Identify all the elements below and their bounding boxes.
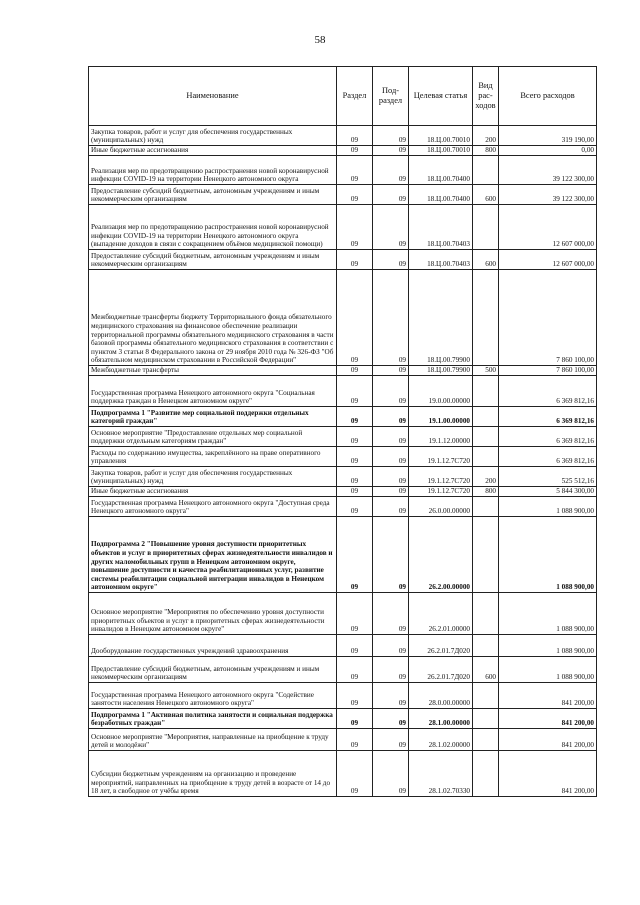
row-section: 09 xyxy=(337,751,373,797)
row-total: 12 607 000,00 xyxy=(499,205,597,250)
row-subsection: 09 xyxy=(373,467,409,487)
table-header-row xyxy=(89,67,597,126)
table-row xyxy=(89,270,597,366)
table-row xyxy=(89,467,597,487)
row-total: 319 190,00 xyxy=(499,126,597,146)
row-section: 09 xyxy=(337,635,373,657)
table-row xyxy=(89,497,597,517)
row-target: 18.Ц.00.70403 xyxy=(409,250,473,270)
table-row xyxy=(89,517,597,593)
table-row xyxy=(89,709,597,729)
row-subsection: 09 xyxy=(373,250,409,270)
row-name: Предоставление субсидий бюджетным, автономным учреждениям и иным некоммерческим организациям xyxy=(89,185,337,205)
row-section: 09 xyxy=(337,517,373,593)
row-target: 28.0.00.00000 xyxy=(409,683,473,709)
row-target: 19.1.12.7С720 xyxy=(409,487,473,497)
table-row xyxy=(89,635,597,657)
row-target: 19.0.00.00000 xyxy=(409,376,473,407)
row-expense-type: 600 xyxy=(473,250,499,270)
row-name: Межбюджетные трансферты xyxy=(89,366,337,376)
row-name: Предоставление субсидий бюджетным, автономным учреждениям и иным некоммерческим организациям xyxy=(89,250,337,270)
table-row xyxy=(89,156,597,185)
row-total: 841 200,00 xyxy=(499,729,597,751)
row-total: 5 844 300,00 xyxy=(499,487,597,497)
table-row xyxy=(89,751,597,797)
row-name: Иные бюджетные ассигнования xyxy=(89,487,337,497)
row-expense-type xyxy=(473,593,499,635)
row-name: Подпрограмма 1 "Активная политика занятости и социальная поддержка безработных граждан" xyxy=(89,709,337,729)
row-expense-type xyxy=(473,683,499,709)
row-target: 28.1.02.00000 xyxy=(409,729,473,751)
row-expense-type xyxy=(473,376,499,407)
header-total: Всего расходов xyxy=(499,67,597,126)
row-name: Предоставление субсидий бюджетным, автономным учреждениям и иным некоммерческим организациям xyxy=(89,657,337,683)
row-expense-type: 200 xyxy=(473,126,499,146)
row-name: Основное мероприятие "Мероприятия по обеспечению уровня доступности приоритетных объектов и услуг в приоритетных сферах жизнедеятельности инвалидов в Ненецком автономном округе" xyxy=(89,593,337,635)
row-target: 26.2.00.00000 xyxy=(409,517,473,593)
row-subsection: 09 xyxy=(373,427,409,447)
row-target: 28.1.02.70330 xyxy=(409,751,473,797)
row-target: 26.2.01.00000 xyxy=(409,593,473,635)
row-section: 09 xyxy=(337,146,373,156)
row-subsection: 09 xyxy=(373,487,409,497)
row-target: 19.1.12.7С720 xyxy=(409,467,473,487)
table-row xyxy=(89,447,597,467)
row-section: 09 xyxy=(337,366,373,376)
row-subsection: 09 xyxy=(373,751,409,797)
row-name: Государственная программа Ненецкого автономного округа "Содействие занятости населения Ненецкого автономного округа" xyxy=(89,683,337,709)
row-section: 09 xyxy=(337,250,373,270)
table-row xyxy=(89,427,597,447)
header-target: Целевая статья xyxy=(409,67,473,126)
row-subsection: 09 xyxy=(373,517,409,593)
row-total: 1 088 900,00 xyxy=(499,657,597,683)
header-name: Наименование xyxy=(89,67,337,126)
row-section: 09 xyxy=(337,593,373,635)
table-row xyxy=(89,729,597,751)
row-subsection: 09 xyxy=(373,366,409,376)
row-target: 18.Ц.00.70400 xyxy=(409,156,473,185)
row-total: 39 122 300,00 xyxy=(499,185,597,205)
row-subsection: 09 xyxy=(373,126,409,146)
row-name: Иные бюджетные ассигнования xyxy=(89,146,337,156)
row-section: 09 xyxy=(337,447,373,467)
row-target: 18.Ц.00.70400 xyxy=(409,185,473,205)
row-subsection: 09 xyxy=(373,709,409,729)
row-section: 09 xyxy=(337,487,373,497)
row-section: 09 xyxy=(337,407,373,427)
row-subsection: 09 xyxy=(373,635,409,657)
row-total: 6 369 812,16 xyxy=(499,376,597,407)
row-expense-type: 200 xyxy=(473,467,499,487)
budget-table xyxy=(88,66,597,797)
row-target: 18.Ц.00.79900 xyxy=(409,366,473,376)
row-target: 18.Ц.00.70010 xyxy=(409,146,473,156)
row-name: Дооборудование государственных учреждений здравоохранения xyxy=(89,635,337,657)
header-section: Раздел xyxy=(337,67,373,126)
row-expense-type xyxy=(473,407,499,427)
header-subsection: Под-раздел xyxy=(373,67,409,126)
row-subsection: 09 xyxy=(373,156,409,185)
row-expense-type xyxy=(473,427,499,447)
row-target: 28.1.00.00000 xyxy=(409,709,473,729)
row-target: 18.Ц.00.79900 xyxy=(409,270,473,366)
row-total: 841 200,00 xyxy=(499,683,597,709)
row-section: 09 xyxy=(337,376,373,407)
row-expense-type xyxy=(473,635,499,657)
row-subsection: 09 xyxy=(373,407,409,427)
row-expense-type xyxy=(473,497,499,517)
row-subsection: 09 xyxy=(373,593,409,635)
row-target: 19.1.00.00000 xyxy=(409,407,473,427)
row-section: 09 xyxy=(337,497,373,517)
row-expense-type xyxy=(473,270,499,366)
table-row xyxy=(89,126,597,146)
row-expense-type: 500 xyxy=(473,366,499,376)
row-section: 09 xyxy=(337,709,373,729)
row-name: Закупка товаров, работ и услуг для обеспечения государственных (муниципальных) нужд xyxy=(89,126,337,146)
table-row xyxy=(89,487,597,497)
table-row xyxy=(89,146,597,156)
row-section: 09 xyxy=(337,683,373,709)
row-expense-type: 800 xyxy=(473,487,499,497)
row-total: 1 088 900,00 xyxy=(499,593,597,635)
row-expense-type: 800 xyxy=(473,146,499,156)
page-number: 58 xyxy=(314,34,326,46)
table-row xyxy=(89,683,597,709)
row-subsection: 09 xyxy=(373,146,409,156)
row-subsection: 09 xyxy=(373,205,409,250)
row-name: Расходы по содержанию имущества, закреплённого на праве оперативного управления xyxy=(89,447,337,467)
row-total: 1 088 900,00 xyxy=(499,517,597,593)
row-total: 1 088 900,00 xyxy=(499,635,597,657)
row-name: Подпрограмма 1 "Развитие мер социальной поддержки отдельных категорий граждан" xyxy=(89,407,337,427)
row-expense-type xyxy=(473,751,499,797)
row-name: Государственная программа Ненецкого автономного округа "Социальная поддержка граждан в Ненецком автономном округе" xyxy=(89,376,337,407)
row-total: 525 512,16 xyxy=(499,467,597,487)
row-target: 18.Ц.00.70010 xyxy=(409,126,473,146)
row-total: 1 088 900,00 xyxy=(499,497,597,517)
row-name: Государственная программа Ненецкого автономного округа "Доступная среда Ненецкого автономного округа" xyxy=(89,497,337,517)
table-row xyxy=(89,657,597,683)
table-row xyxy=(89,366,597,376)
row-target: 26.0.00.00000 xyxy=(409,497,473,517)
row-name: Основное мероприятие "Мероприятия, направленные на приобщение к труду детей и молодёжи" xyxy=(89,729,337,751)
row-expense-type xyxy=(473,156,499,185)
table-row xyxy=(89,376,597,407)
row-total: 7 860 100,00 xyxy=(499,366,597,376)
row-total: 12 607 000,00 xyxy=(499,250,597,270)
row-subsection: 09 xyxy=(373,497,409,517)
row-name: Основное мероприятие "Предоставление отдельных мер социальной поддержки отдельным категориям граждан" xyxy=(89,427,337,447)
row-expense-type xyxy=(473,709,499,729)
row-total: 6 369 812,16 xyxy=(499,407,597,427)
row-total: 6 369 812,16 xyxy=(499,447,597,467)
row-expense-type: 600 xyxy=(473,657,499,683)
row-name: Межбюджетные трансферты бюджету Территориального фонда обязательного медицинского страхования на финансовое обеспечение реализации территориальной программы обязательного медицинского страхования в части базовой программы обязательного медицинского страхования в соответствии с пунктом 3 статьи 8 Федерального закона от 29 ноября 2010 года № 326-ФЗ "Об обязательном медицинском страховании в Российской Федерации" xyxy=(89,270,337,366)
row-subsection: 09 xyxy=(373,376,409,407)
table-row xyxy=(89,185,597,205)
row-target: 19.1.12.00000 xyxy=(409,427,473,447)
row-expense-type xyxy=(473,729,499,751)
row-name: Реализация мер по предотвращению распространения новой коронавирусной инфекции COVID-19 на территории Ненецкого автономного округа xyxy=(89,156,337,185)
row-name: Реализация мер по предотвращению распространения новой коронавирусной инфекции COVID-19 на территории Ненецкого автономного округа (выпадение доходов в связи с сокращением объёмов медицинской помощи) xyxy=(89,205,337,250)
row-subsection: 09 xyxy=(373,447,409,467)
row-name: Подпрограмма 2 "Повышение уровня доступности приоритетных объектов и услуг в приоритетных сферах жизнедеятельности инвалидов и других маломобильных групп в Ненецком автономном округе, повышение доступности и качества реабилитационных услуг, развитие системы реабилитации социальной интеграции инвалидов в Ненецком автономном округе" xyxy=(89,517,337,593)
row-subsection: 09 xyxy=(373,683,409,709)
row-section: 09 xyxy=(337,185,373,205)
row-subsection: 09 xyxy=(373,657,409,683)
row-total: 0,00 xyxy=(499,146,597,156)
row-name: Закупка товаров, работ и услуг для обеспечения государственных (муниципальных) нужд xyxy=(89,467,337,487)
row-target: 26.2.01.7Д020 xyxy=(409,657,473,683)
table-row xyxy=(89,205,597,250)
row-subsection: 09 xyxy=(373,729,409,751)
row-section: 09 xyxy=(337,427,373,447)
row-name: Субсидии бюджетным учреждениям на организацию и проведение мероприятий, направленных на приобщение к труду детей в возрасте от 14 до 18 лет, в свободное от учёбы время xyxy=(89,751,337,797)
row-subsection: 09 xyxy=(373,270,409,366)
row-target: 18.Ц.00.70403 xyxy=(409,205,473,250)
row-target: 26.2.01.7Д020 xyxy=(409,635,473,657)
row-total: 39 122 300,00 xyxy=(499,156,597,185)
row-total: 6 369 812,16 xyxy=(499,427,597,447)
row-target: 19.1.12.7С720 xyxy=(409,447,473,467)
row-total: 7 860 100,00 xyxy=(499,270,597,366)
row-subsection: 09 xyxy=(373,185,409,205)
table-row xyxy=(89,407,597,427)
row-section: 09 xyxy=(337,467,373,487)
row-section: 09 xyxy=(337,126,373,146)
table-row xyxy=(89,593,597,635)
row-section: 09 xyxy=(337,205,373,250)
row-section: 09 xyxy=(337,156,373,185)
row-expense-type xyxy=(473,517,499,593)
table-row xyxy=(89,250,597,270)
row-total: 841 200,00 xyxy=(499,709,597,729)
row-expense-type xyxy=(473,205,499,250)
header-expense-type: Вид рас-ходов xyxy=(473,67,499,126)
row-section: 09 xyxy=(337,729,373,751)
row-total: 841 200,00 xyxy=(499,751,597,797)
table-body xyxy=(89,126,597,797)
row-expense-type xyxy=(473,447,499,467)
row-expense-type: 600 xyxy=(473,185,499,205)
row-section: 09 xyxy=(337,270,373,366)
row-section: 09 xyxy=(337,657,373,683)
